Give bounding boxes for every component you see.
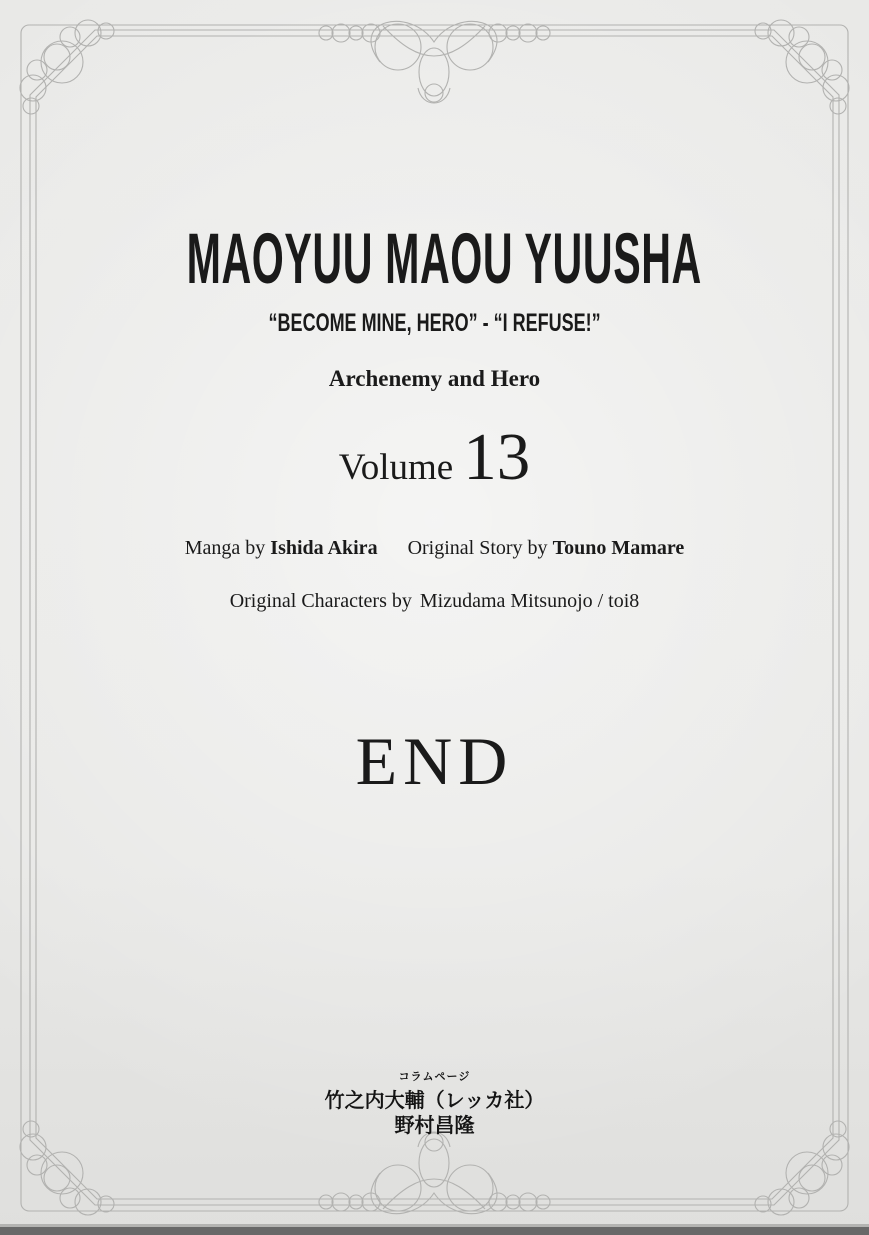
credits-line-1 [0, 537, 869, 560]
series-subtitle: “BECOME MINE, HERO” - “I REFUSE!” [268, 309, 601, 337]
manga-author-name: Ishida Akira [270, 537, 378, 559]
series-title: MAOYUU MAOU YUUSHA [186, 220, 702, 299]
story-author-name: Touno Mamare [552, 537, 685, 559]
characters-designer-name: Mizudama Mitsunojo / toi8 [419, 590, 640, 612]
colophon-credit-1: 竹之内大輔（レッカ社） [324, 1088, 545, 1112]
volume-line [0, 420, 869, 494]
manga-by-label: Manga by [184, 537, 266, 559]
colophon-credit-2: 野村昌隆 [394, 1113, 475, 1137]
volume-number: 13 [463, 420, 531, 494]
story-by-label: Original Story by [407, 537, 548, 559]
volume-label: Volume [338, 447, 454, 488]
colophon-heading: コラムページ [398, 1070, 471, 1083]
end-label: END [355, 723, 514, 799]
characters-by-label: Original Characters by [229, 590, 412, 612]
scan-edge-strip [0, 1224, 869, 1235]
credits-line-2 [0, 590, 869, 613]
colophon-block [0, 1068, 869, 1138]
series-alt-title: Archenemy and Hero [328, 366, 541, 391]
